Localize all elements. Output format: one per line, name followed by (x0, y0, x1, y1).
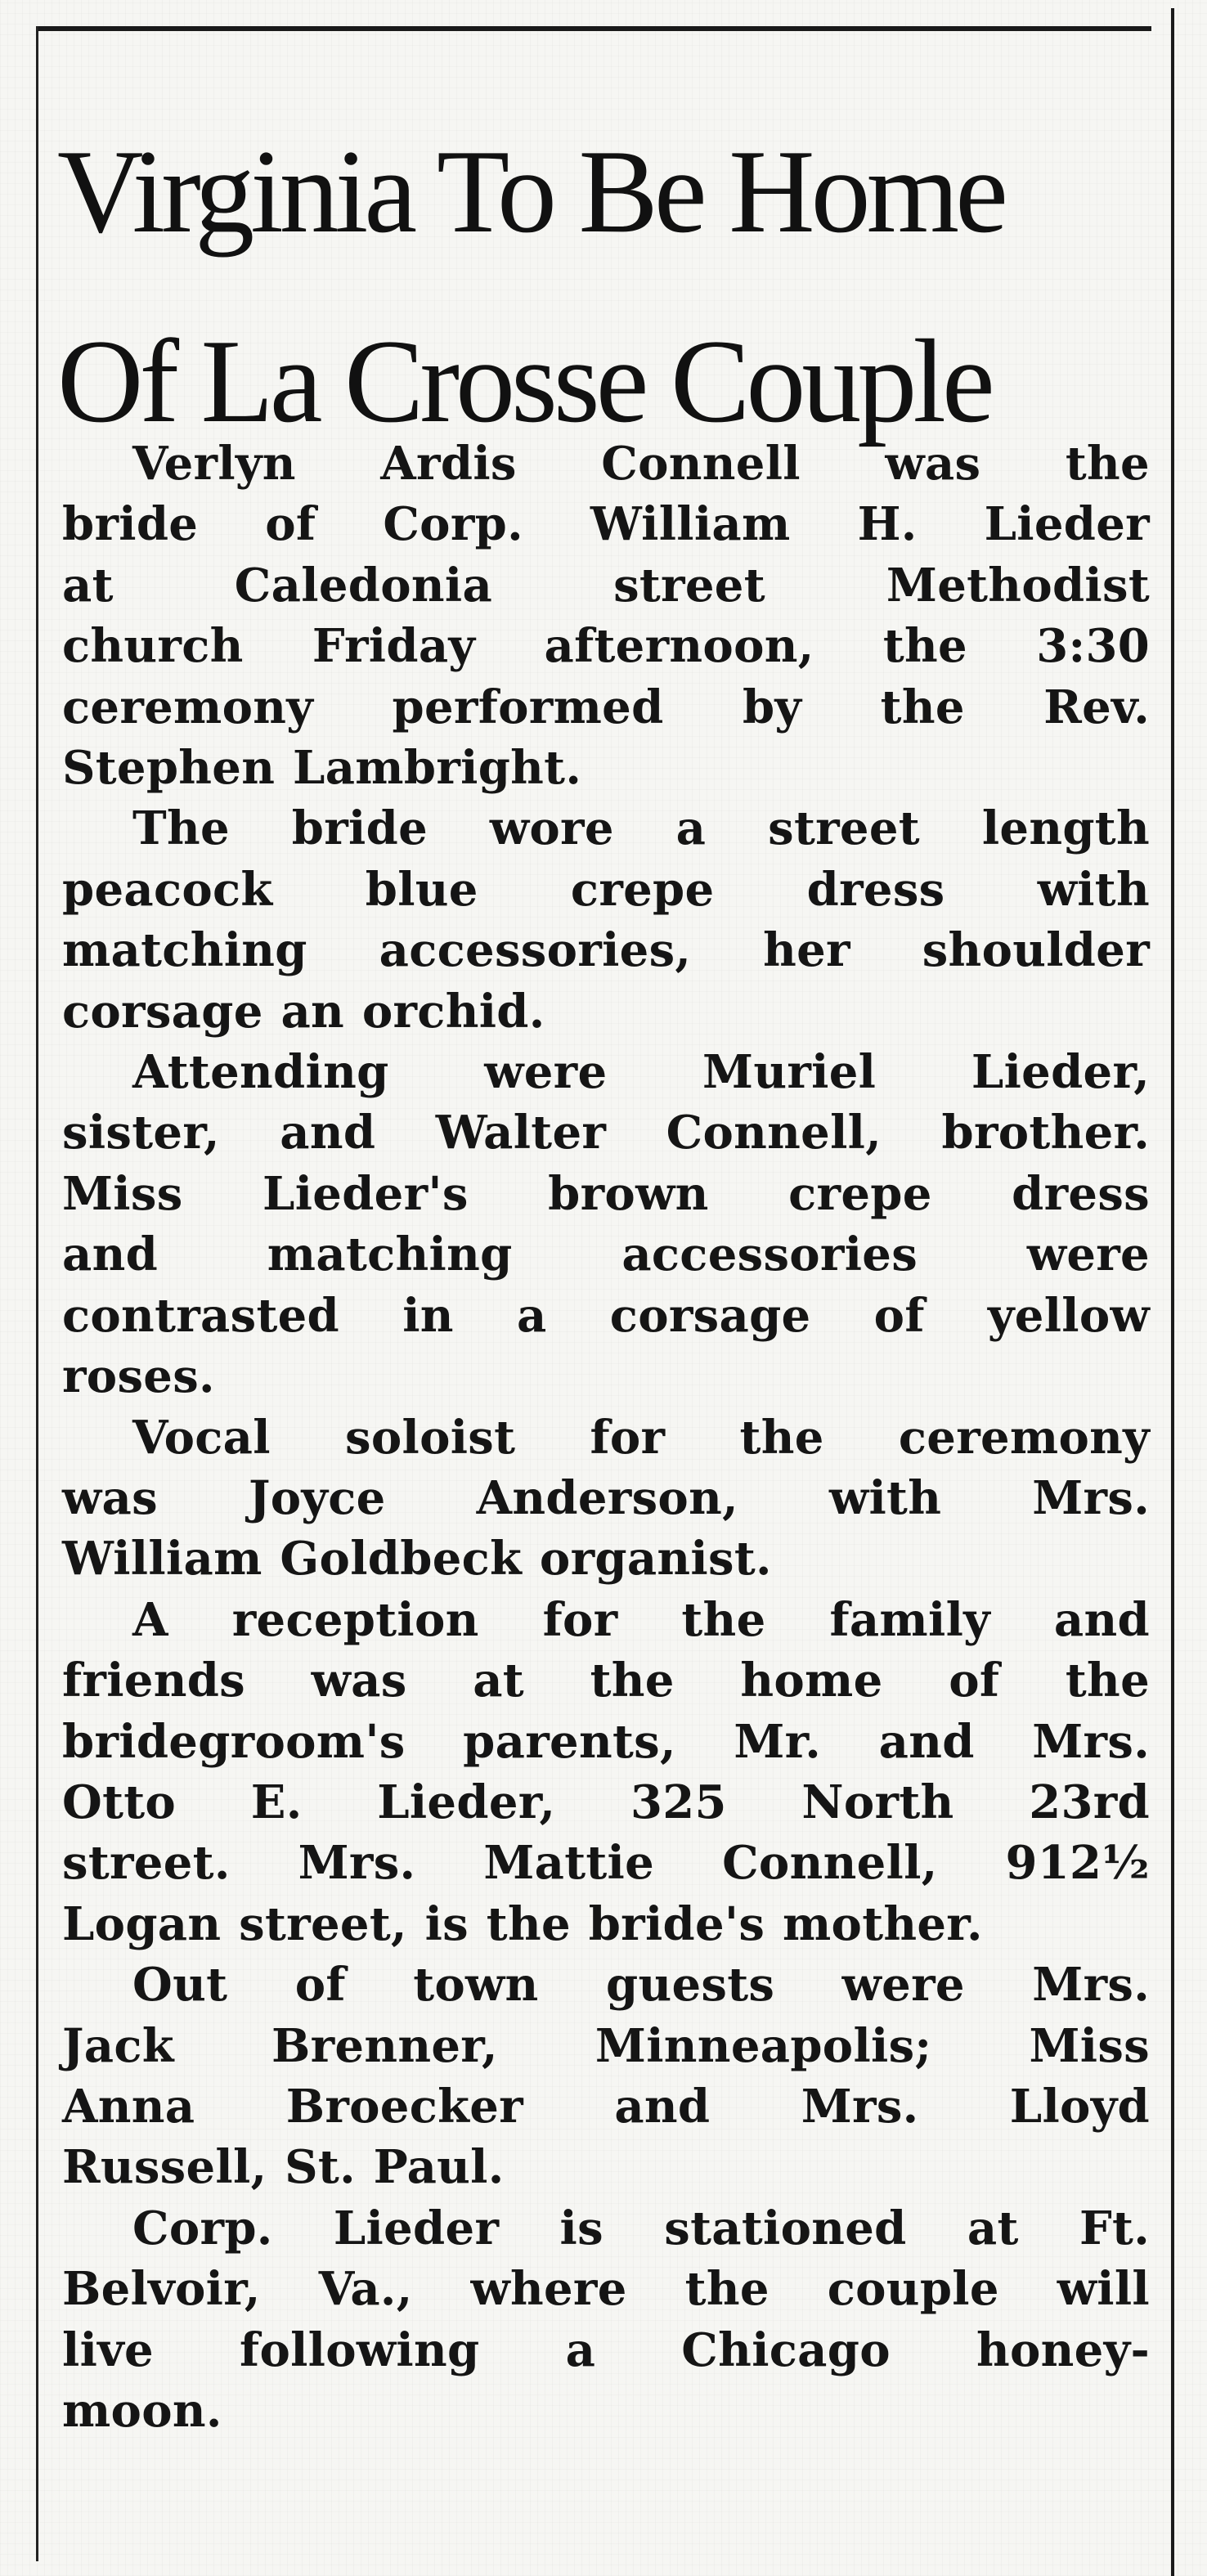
right-column-rule (1171, 8, 1174, 2576)
paragraph-line: Jack Brenner, Minneapolis; Miss (62, 2018, 1150, 2073)
article-paragraph (62, 2198, 1150, 2442)
paragraph-line: Vocal soloist for the ceremony (132, 1410, 1150, 1465)
article-paragraph (62, 1590, 1150, 1954)
paragraph-line: Otto E. Lieder, 325 North 23rd (62, 1775, 1150, 1829)
paragraph-line: live following a Chicago honey- (62, 2322, 1150, 2377)
paragraph-line: William Goldbeck organist. (62, 1532, 772, 1586)
paragraph-line: peacock blue crepe dress with (62, 862, 1150, 917)
top-rule (38, 26, 1151, 31)
paragraph-line: contrasted in a corsage of yellow (62, 1288, 1150, 1343)
paragraph-line: Attending were Muriel Lieder, (132, 1045, 1150, 1100)
headline-line-1: Virginia To Be Home (57, 125, 1004, 258)
paragraph-line: ceremony performed by the Rev. (62, 680, 1150, 734)
paragraph-line: roses. (62, 1349, 215, 1404)
paragraph-line: friends was at the home of the (62, 1654, 1150, 1708)
paragraph-line: Miss Lieder's brown crepe dress (62, 1166, 1150, 1221)
paragraph-line: Anna Broecker and Mrs. Lloyd (62, 2079, 1150, 2134)
article-paragraph (62, 1954, 1150, 2198)
paragraph-line: street. Mrs. Mattie Connell, 912½ (62, 1836, 1150, 1891)
paragraph-line: The bride wore a street length (132, 801, 1150, 856)
paragraph-line: Out of town guests were Mrs. (132, 1958, 1150, 2013)
paragraph-line: sister, and Walter Connell, brother. (62, 1106, 1150, 1160)
paragraph-line: at Caledonia street Methodist (62, 558, 1150, 613)
article-paragraph (62, 1407, 1150, 1590)
paragraph-line: Verlyn Ardis Connell was the (132, 437, 1150, 491)
paragraph-line: A reception for the family and (132, 1592, 1150, 1647)
headline-line-2: Of La Crosse Couple (57, 315, 991, 447)
paragraph-line: church Friday afternoon, the 3:30 (62, 619, 1150, 674)
paragraph-line: was Joyce Anderson, with Mrs. (62, 1470, 1150, 1525)
article-paragraph (62, 433, 1150, 798)
paragraph-line: matching accessories, her shoulder (62, 923, 1150, 978)
paragraph-line: bride of Corp. William H. Lieder (62, 497, 1150, 552)
paragraph-line: Corp. Lieder is stationed at Ft. (132, 2201, 1150, 2255)
paragraph-line: corsage an orchid. (62, 984, 545, 1039)
paragraph-line: and matching accessories were (62, 1227, 1150, 1282)
paragraph-line: Stephen Lambright. (62, 741, 582, 796)
paragraph-line: Russell, St. Paul. (62, 2140, 505, 2195)
paragraph-line: bridegroom's parents, Mr. and Mrs. (62, 1714, 1150, 1769)
paragraph-line: Belvoir, Va., where the couple will (62, 2262, 1150, 2317)
paragraph-line: Logan street, is the bride's mother. (62, 1896, 983, 1951)
paragraph-line: moon. (62, 2384, 222, 2438)
article-paragraph (62, 1042, 1150, 1407)
headline (57, 96, 1161, 476)
article-paragraph (62, 798, 1150, 1042)
article-body (62, 433, 1150, 2441)
left-column-rule (36, 26, 38, 2561)
